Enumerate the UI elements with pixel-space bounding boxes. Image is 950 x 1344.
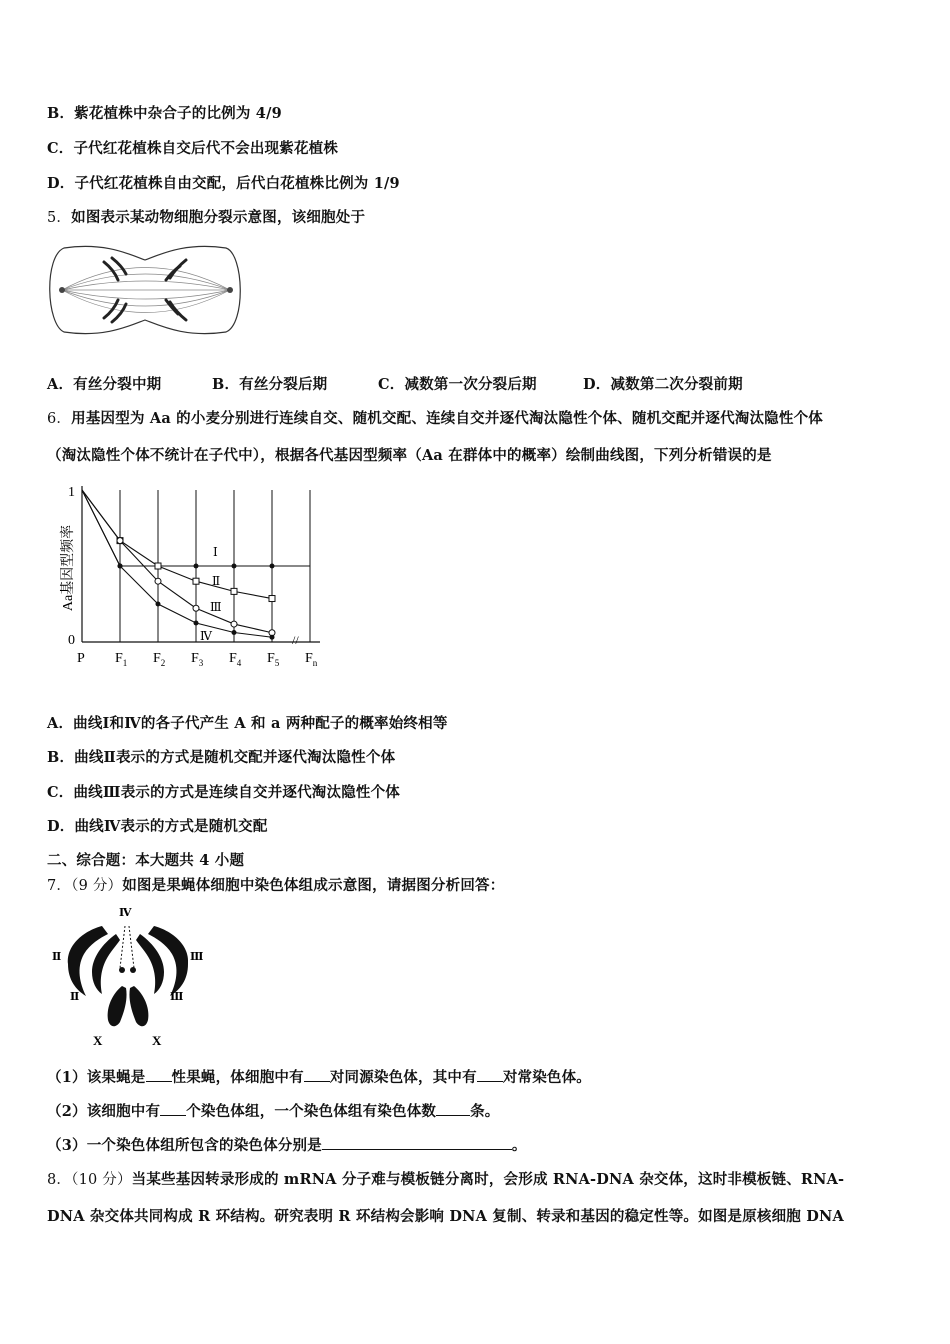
curve-label-iii: Ⅲ [210,600,222,614]
point-s4-1 [118,564,123,569]
x-tick-F5: $F_5$ [267,651,280,668]
answer-blank-2[interactable] [304,1069,330,1082]
x-tick-F2: $F_2$ [153,651,166,668]
chromosome-x-right [129,986,148,1026]
q5-option-c: C．减数第一次分裂后期 [378,376,537,393]
series-line-2 [82,490,272,599]
point-s3-2 [155,578,161,584]
q5-number: 5． [47,210,72,226]
y-axis-label: Aa基因型频率 [61,524,76,612]
q7-sub1-c: 对同源染色体，其中有 [329,1069,477,1086]
q5-stem [47,206,365,227]
label-x-left: X [93,1033,103,1048]
q7-sub2-a: （2）该细胞中有 [47,1103,161,1120]
q7-number: 7． [47,878,72,894]
point-s2-4 [231,588,237,594]
spindle-fibers [62,268,230,313]
q8-line1 [47,1168,844,1189]
q7-sub2 [47,1100,500,1121]
q5-text: 如图表示某动物细胞分裂示意图，该细胞处于 [71,209,366,226]
q5-option-b: B．有丝分裂后期 [212,376,328,393]
point-s3-1 [117,538,123,544]
chromosome-iii-inner [136,934,164,994]
label-ii-left-lower: Ⅱ [70,991,80,1003]
point-s2-2 [155,563,161,569]
point-s4-5 [270,635,275,640]
chromosome-iv-right [129,926,134,968]
answer-blank-6[interactable] [322,1137,512,1150]
answer-blank-5[interactable] [436,1103,470,1116]
q8-number: 8． [47,1172,72,1188]
point-s4-4 [232,630,237,635]
x-tick-Fn: $F_n$ [305,651,318,668]
q7-stem [47,874,504,895]
q8-text-1: 当某些基因转录形成的 mRNA 分子难与模板链分离时，会形成 RNA-DNA 杂交体，这时非模板链、RNA- [131,1171,845,1188]
q6-option-b: B．曲线Ⅱ表示的方式是随机交配并逐代淘汰隐性个体 [47,749,396,766]
answer-blank-3[interactable] [477,1069,503,1082]
curve-label-iv: Ⅳ [200,629,212,643]
label-ii-left: Ⅱ [52,951,62,963]
q5-option-a: A．有丝分裂中期 [47,376,162,393]
q7-sub2-b: 个染色体组，一个染色体组有染色体数 [186,1103,437,1120]
fruit-fly-chromosome-figure [46,904,216,1050]
q6-option-c: C．曲线Ⅲ表示的方式是连续自交并逐代淘汰隐性个体 [47,784,400,801]
q5-option-d: D．减数第二次分裂前期 [583,376,743,393]
q6-number: 6． [47,411,72,427]
chromosome-x-left [108,986,127,1026]
q7-sub3 [47,1134,527,1155]
q6-stem-line2: （淘汰隐性个体不统计在子代中），根据各代基因型频率（Aa 在群体中的概率）绘制曲线图，下列分析错误的是 [47,447,772,464]
x-tick-labels [77,651,318,668]
q8-line2: DNA 杂交体共同构成 R 环结构。研究表明 R 环结构会影响 DNA 复制、转录和基因的稳定性等。如图是原核细胞 DNA [47,1208,844,1225]
x-tick-F4: $F_4$ [229,651,242,668]
x-tick-P: P [77,651,85,666]
q7-sub3-b: 。 [511,1137,527,1154]
q7-sub3-a: （3）一个染色体组所包含的染色体分别是 [47,1137,322,1154]
point-s1-4 [232,564,237,569]
q6-text-1: 用基因型为 Aa 的小麦分别进行连续自交、随机交配、连续自交并逐代淘汰隐性个体、随机交配并逐代淘汰隐性个体 [71,410,823,427]
series-line-3 [82,490,272,633]
point-s3-3 [193,605,199,611]
section-heading: 二、综合题：本大题共 4 小题 [47,852,245,869]
label-iv: Ⅳ [119,907,132,919]
q7-sub1-a: （1）该果蝇是 [47,1069,146,1086]
q4-option-b: B．紫花植株中杂合子的比例为 4/9 [47,105,282,122]
q5-options [47,373,743,394]
q7-points: （9 分） [71,878,123,894]
chromosome-iv-left [120,926,125,968]
answer-blank-1[interactable] [146,1069,172,1082]
y-tick-0: 0 [68,633,75,648]
curve-label-ii: Ⅱ [212,574,221,588]
point-s4-2 [156,602,161,607]
curve-label-i: Ⅰ [213,545,218,559]
y-tick-1: 1 [68,485,75,500]
q6-stem-line1 [47,407,823,428]
q4-option-c: C．子代红花植株自交后代不会出现紫花植株 [47,140,339,157]
cell-division-figure [44,240,246,340]
q7-sub1-b: 性果蝇，体细胞中有 [171,1069,304,1086]
q8-points: （10 分） [71,1172,132,1188]
x-tick-F3: $F_3$ [191,651,204,668]
q7-text: 如图是果蝇体细胞中染色体组成示意图，请据图分析回答： [122,877,505,894]
label-iii-right: Ⅲ [190,951,204,963]
axis-break: // [292,633,299,647]
q7-sub1 [47,1066,591,1087]
chromosome-ii-inner [92,934,120,994]
q6-option-a: A．曲线Ⅰ和Ⅳ的各子代产生 A 和 a 两种配子的概率始终相等 [47,715,448,732]
aa-frequency-chart [44,478,334,673]
label-iii-right-lower: Ⅲ [170,991,184,1003]
q7-sub2-c: 条。 [470,1103,500,1120]
x-tick-F1: $F_1$ [115,651,128,668]
point-s4-3 [194,621,199,626]
series-line-4 [82,490,272,637]
point-s1-3 [194,564,199,569]
label-x-right: X [152,1033,162,1048]
point-s3-4 [231,621,237,627]
point-s2-5 [269,596,275,602]
answer-blank-4[interactable] [160,1103,186,1116]
q6-option-d: D．曲线Ⅳ表示的方式是随机交配 [47,818,268,835]
q4-option-d: D．子代红花植株自由交配，后代白花植株比例为 1/9 [47,175,400,192]
point-s2-3 [193,578,199,584]
q7-sub1-d: 对常染色体。 [502,1069,592,1086]
